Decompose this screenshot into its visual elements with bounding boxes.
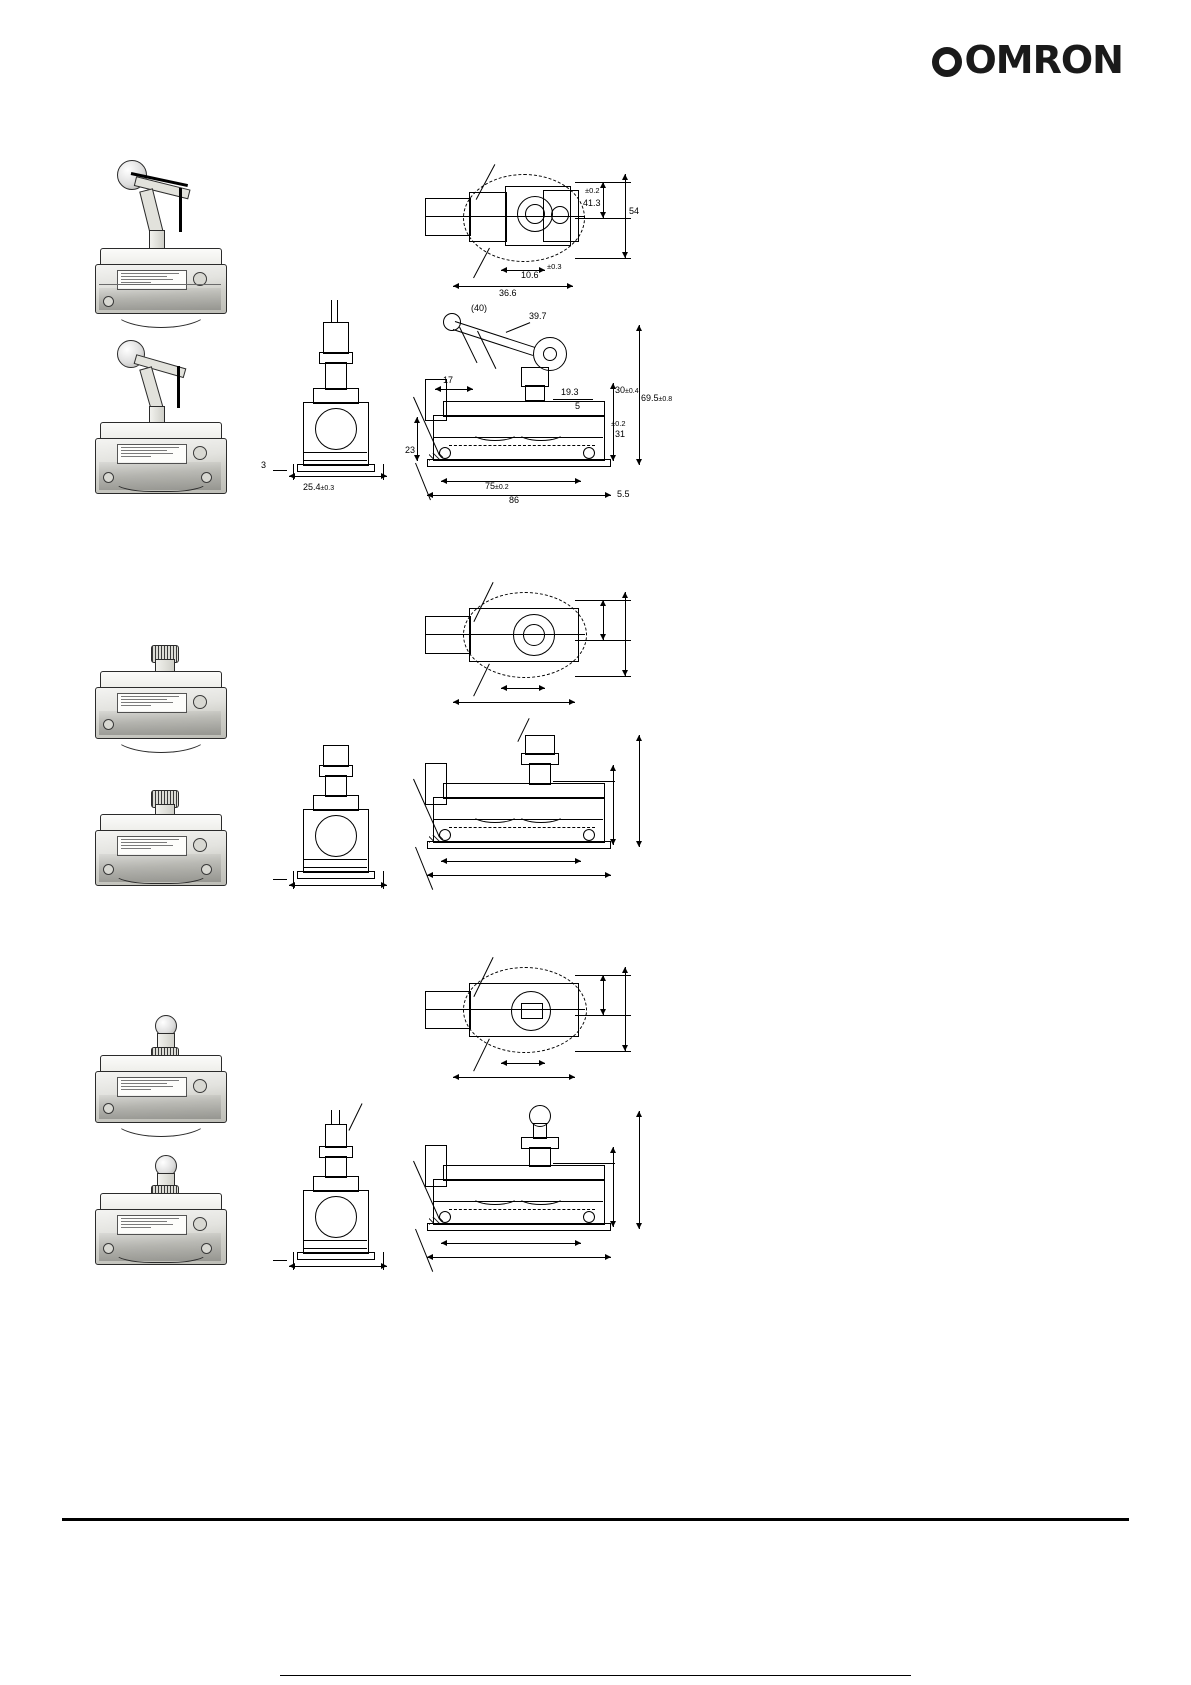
product-photo-cross-roller-2 <box>95 790 225 920</box>
dim-41-3-tol: ±0.2 <box>585 186 600 195</box>
product-photo-roller-lever-1 <box>95 160 225 340</box>
footer-divider-secondary <box>280 1675 911 1676</box>
dim-75: 75 <box>485 481 496 491</box>
drawing-front-view-roller-lever <box>261 300 405 500</box>
drawing-top-view-cross-roller <box>425 590 655 710</box>
product-photo-cross-roller-1 <box>95 645 225 790</box>
dim-36-6: 36.6 <box>499 288 517 298</box>
dim-40: (40) <box>471 303 488 313</box>
dim-25-4: 25.4 <box>303 482 321 492</box>
dim-23: 23 <box>405 445 416 455</box>
drawing-side-view-cross-roller <box>425 735 665 915</box>
omron-logo-mark <box>932 47 962 77</box>
dim-54: 54 <box>629 206 640 216</box>
omron-logo <box>932 38 1124 82</box>
dim-41-3: 41.3 <box>583 198 601 208</box>
dim-30-tol: ±0.4 <box>625 388 639 395</box>
dim-3: 3 <box>261 460 267 470</box>
dim-10-6-tol: ±0.3 <box>547 262 562 271</box>
drawing-front-view-roller-plunger <box>275 1110 405 1275</box>
dim-19-3: 19.3 <box>561 387 579 397</box>
dim-5-5: 5.5 <box>617 489 630 499</box>
product-photo-roller-plunger-1 <box>95 1015 225 1165</box>
dim-69-5: 69.5 <box>641 393 659 403</box>
dim-30: 30 <box>615 385 626 395</box>
dim-31: 31 <box>615 429 626 439</box>
dim-31-tol: ±0.2 <box>611 419 626 428</box>
drawing-front-view-cross-roller <box>275 745 405 905</box>
drawing-side-view-roller-lever <box>405 303 673 505</box>
omron-logo-text: OMRON <box>964 38 1123 82</box>
dim-5: 5 <box>575 401 581 411</box>
dim-69-5-tol: ±0.8 <box>658 396 673 403</box>
footer-divider <box>62 1518 1129 1521</box>
drawing-top-view-roller-lever <box>425 170 655 300</box>
product-photo-roller-lever-2 <box>95 340 225 495</box>
dim-10-6: 10.6 <box>521 270 539 280</box>
drawing-side-view-roller-plunger <box>425 1105 665 1290</box>
dim-25-4-tol: ±0.3 <box>320 485 335 492</box>
dim-17: 17 <box>443 375 454 385</box>
dim-39-7: 39.7 <box>529 311 547 321</box>
dim-86: 86 <box>509 495 520 505</box>
drawing-top-view-roller-plunger <box>425 965 655 1085</box>
product-photo-roller-plunger-2 <box>95 1155 225 1290</box>
dim-75-tol: ±0.2 <box>495 484 509 491</box>
